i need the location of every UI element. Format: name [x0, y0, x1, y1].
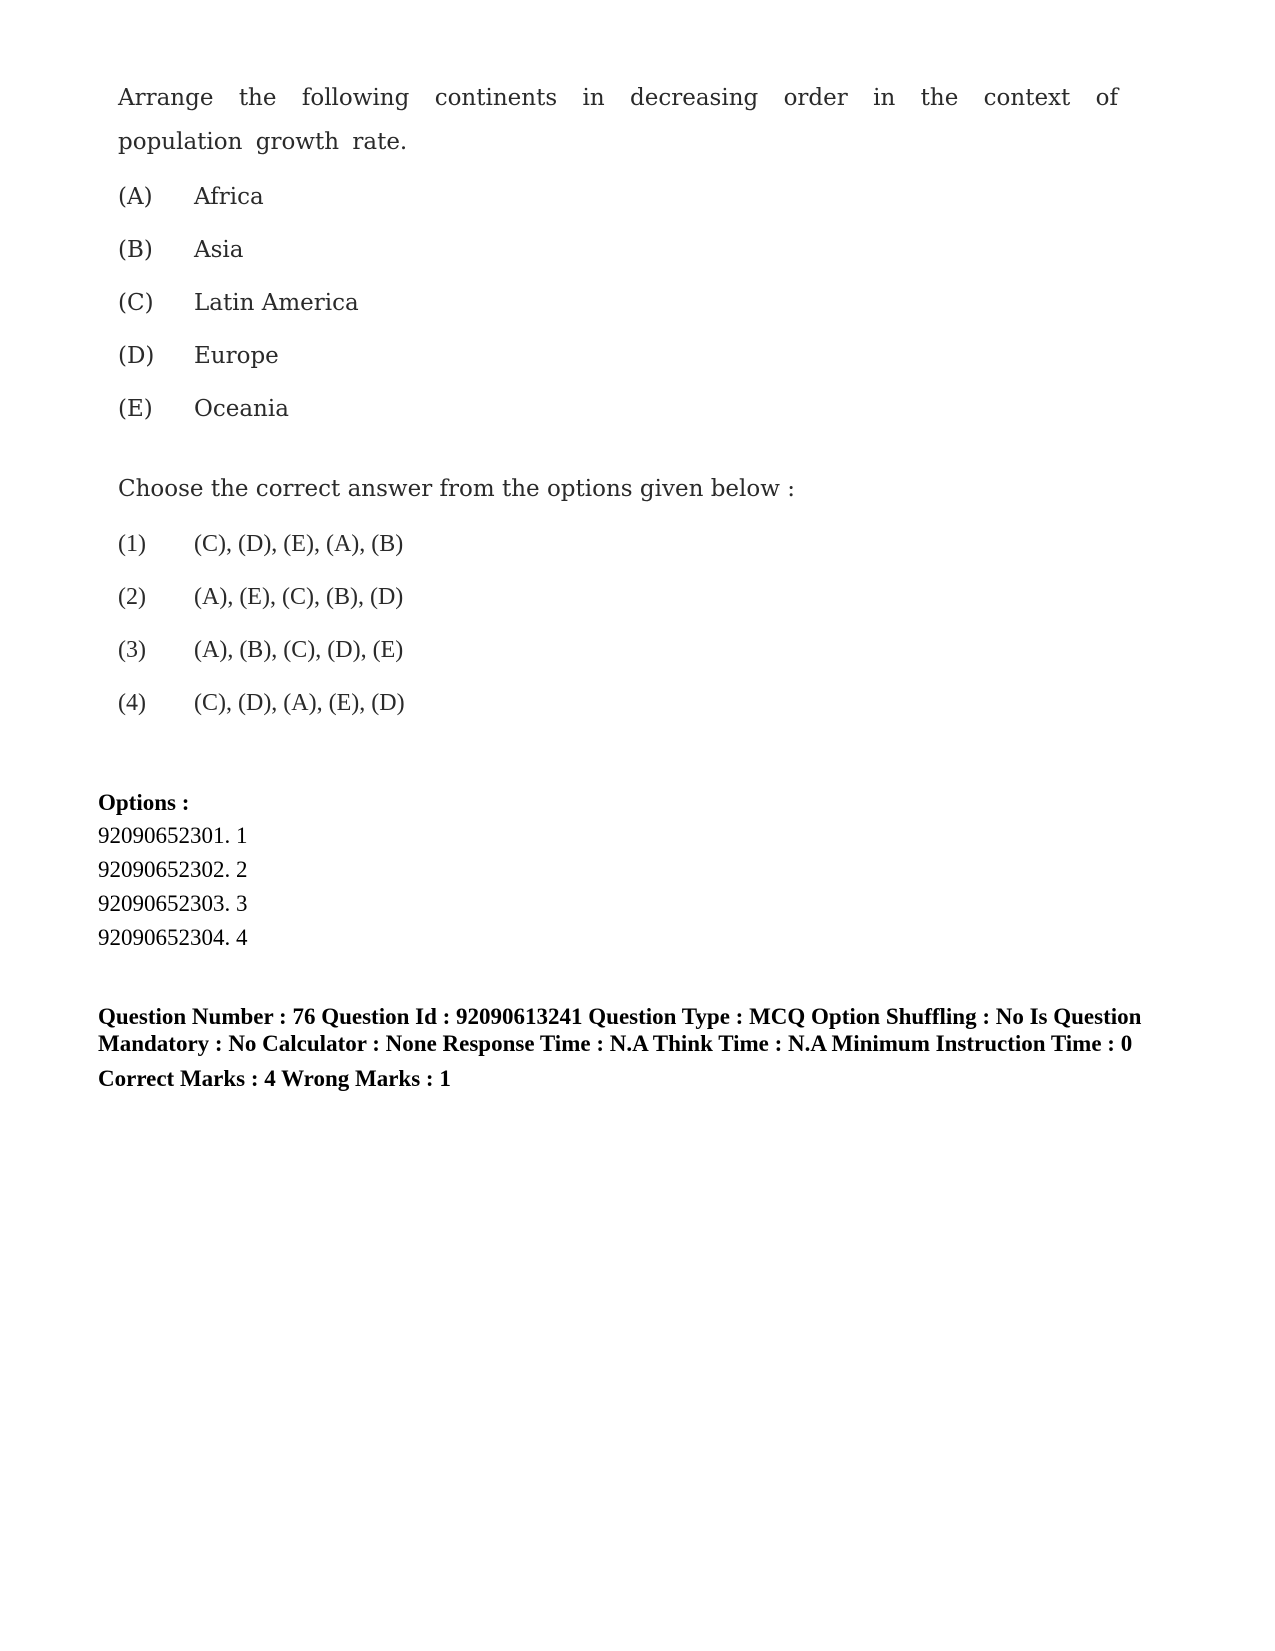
choice-text: (C), (D), (A), (E), (D) — [194, 690, 405, 716]
options-heading: Options : — [98, 790, 190, 815]
list-item — [118, 396, 1118, 449]
item-text: Latin America — [194, 290, 359, 316]
answer-choice — [118, 584, 1118, 637]
next-question-info: Question Number : 76 Question Id : 92090613241 Question Type : MCQ Option Shuffling : No Is Question Mandatory : No Calculator : None Response Time : N.A Think Time : N.A Minimum Instruction Time : 0 — [98, 1004, 1142, 1056]
choice-text: (C), (D), (E), (A), (B) — [194, 531, 404, 557]
answer-choices — [118, 531, 1118, 743]
continent-list — [118, 184, 1118, 449]
item-label: (A) — [118, 184, 153, 210]
choice-label: (3) — [118, 637, 146, 663]
question-metadata — [98, 786, 1178, 1095]
answer-instruction: Choose the correct answer from the options given below : — [118, 476, 795, 502]
item-label: (B) — [118, 237, 153, 263]
list-item — [118, 343, 1118, 396]
answer-choice — [118, 637, 1118, 690]
item-label: (E) — [118, 396, 153, 422]
choice-text: (A), (B), (C), (D), (E) — [194, 637, 404, 663]
choice-text: (A), (E), (C), (B), (D) — [194, 584, 404, 610]
option-line: 92090652303. 3 — [98, 891, 248, 916]
choice-label: (2) — [118, 584, 146, 610]
choice-label: (1) — [118, 531, 146, 557]
answer-choice — [118, 531, 1118, 584]
list-item — [118, 237, 1118, 290]
marks-info: Correct Marks : 4 Wrong Marks : 1 — [98, 1066, 451, 1091]
question-stem — [118, 76, 1118, 743]
list-item — [118, 184, 1118, 237]
item-label: (C) — [118, 290, 154, 316]
item-text: Africa — [194, 184, 264, 210]
list-item — [118, 290, 1118, 343]
option-line: 92090652301. 1 — [98, 823, 248, 848]
item-text: Europe — [194, 343, 279, 369]
item-label: (D) — [118, 343, 155, 369]
answer-choice — [118, 690, 1118, 743]
question-text: Arrange the following continents in decreasing order in the context of population growth rate. — [118, 85, 1118, 155]
item-text: Asia — [194, 237, 244, 263]
choice-label: (4) — [118, 690, 146, 716]
option-line: 92090652302. 2 — [98, 857, 248, 882]
item-text: Oceania — [194, 396, 289, 422]
option-line: 92090652304. 4 — [98, 925, 248, 950]
